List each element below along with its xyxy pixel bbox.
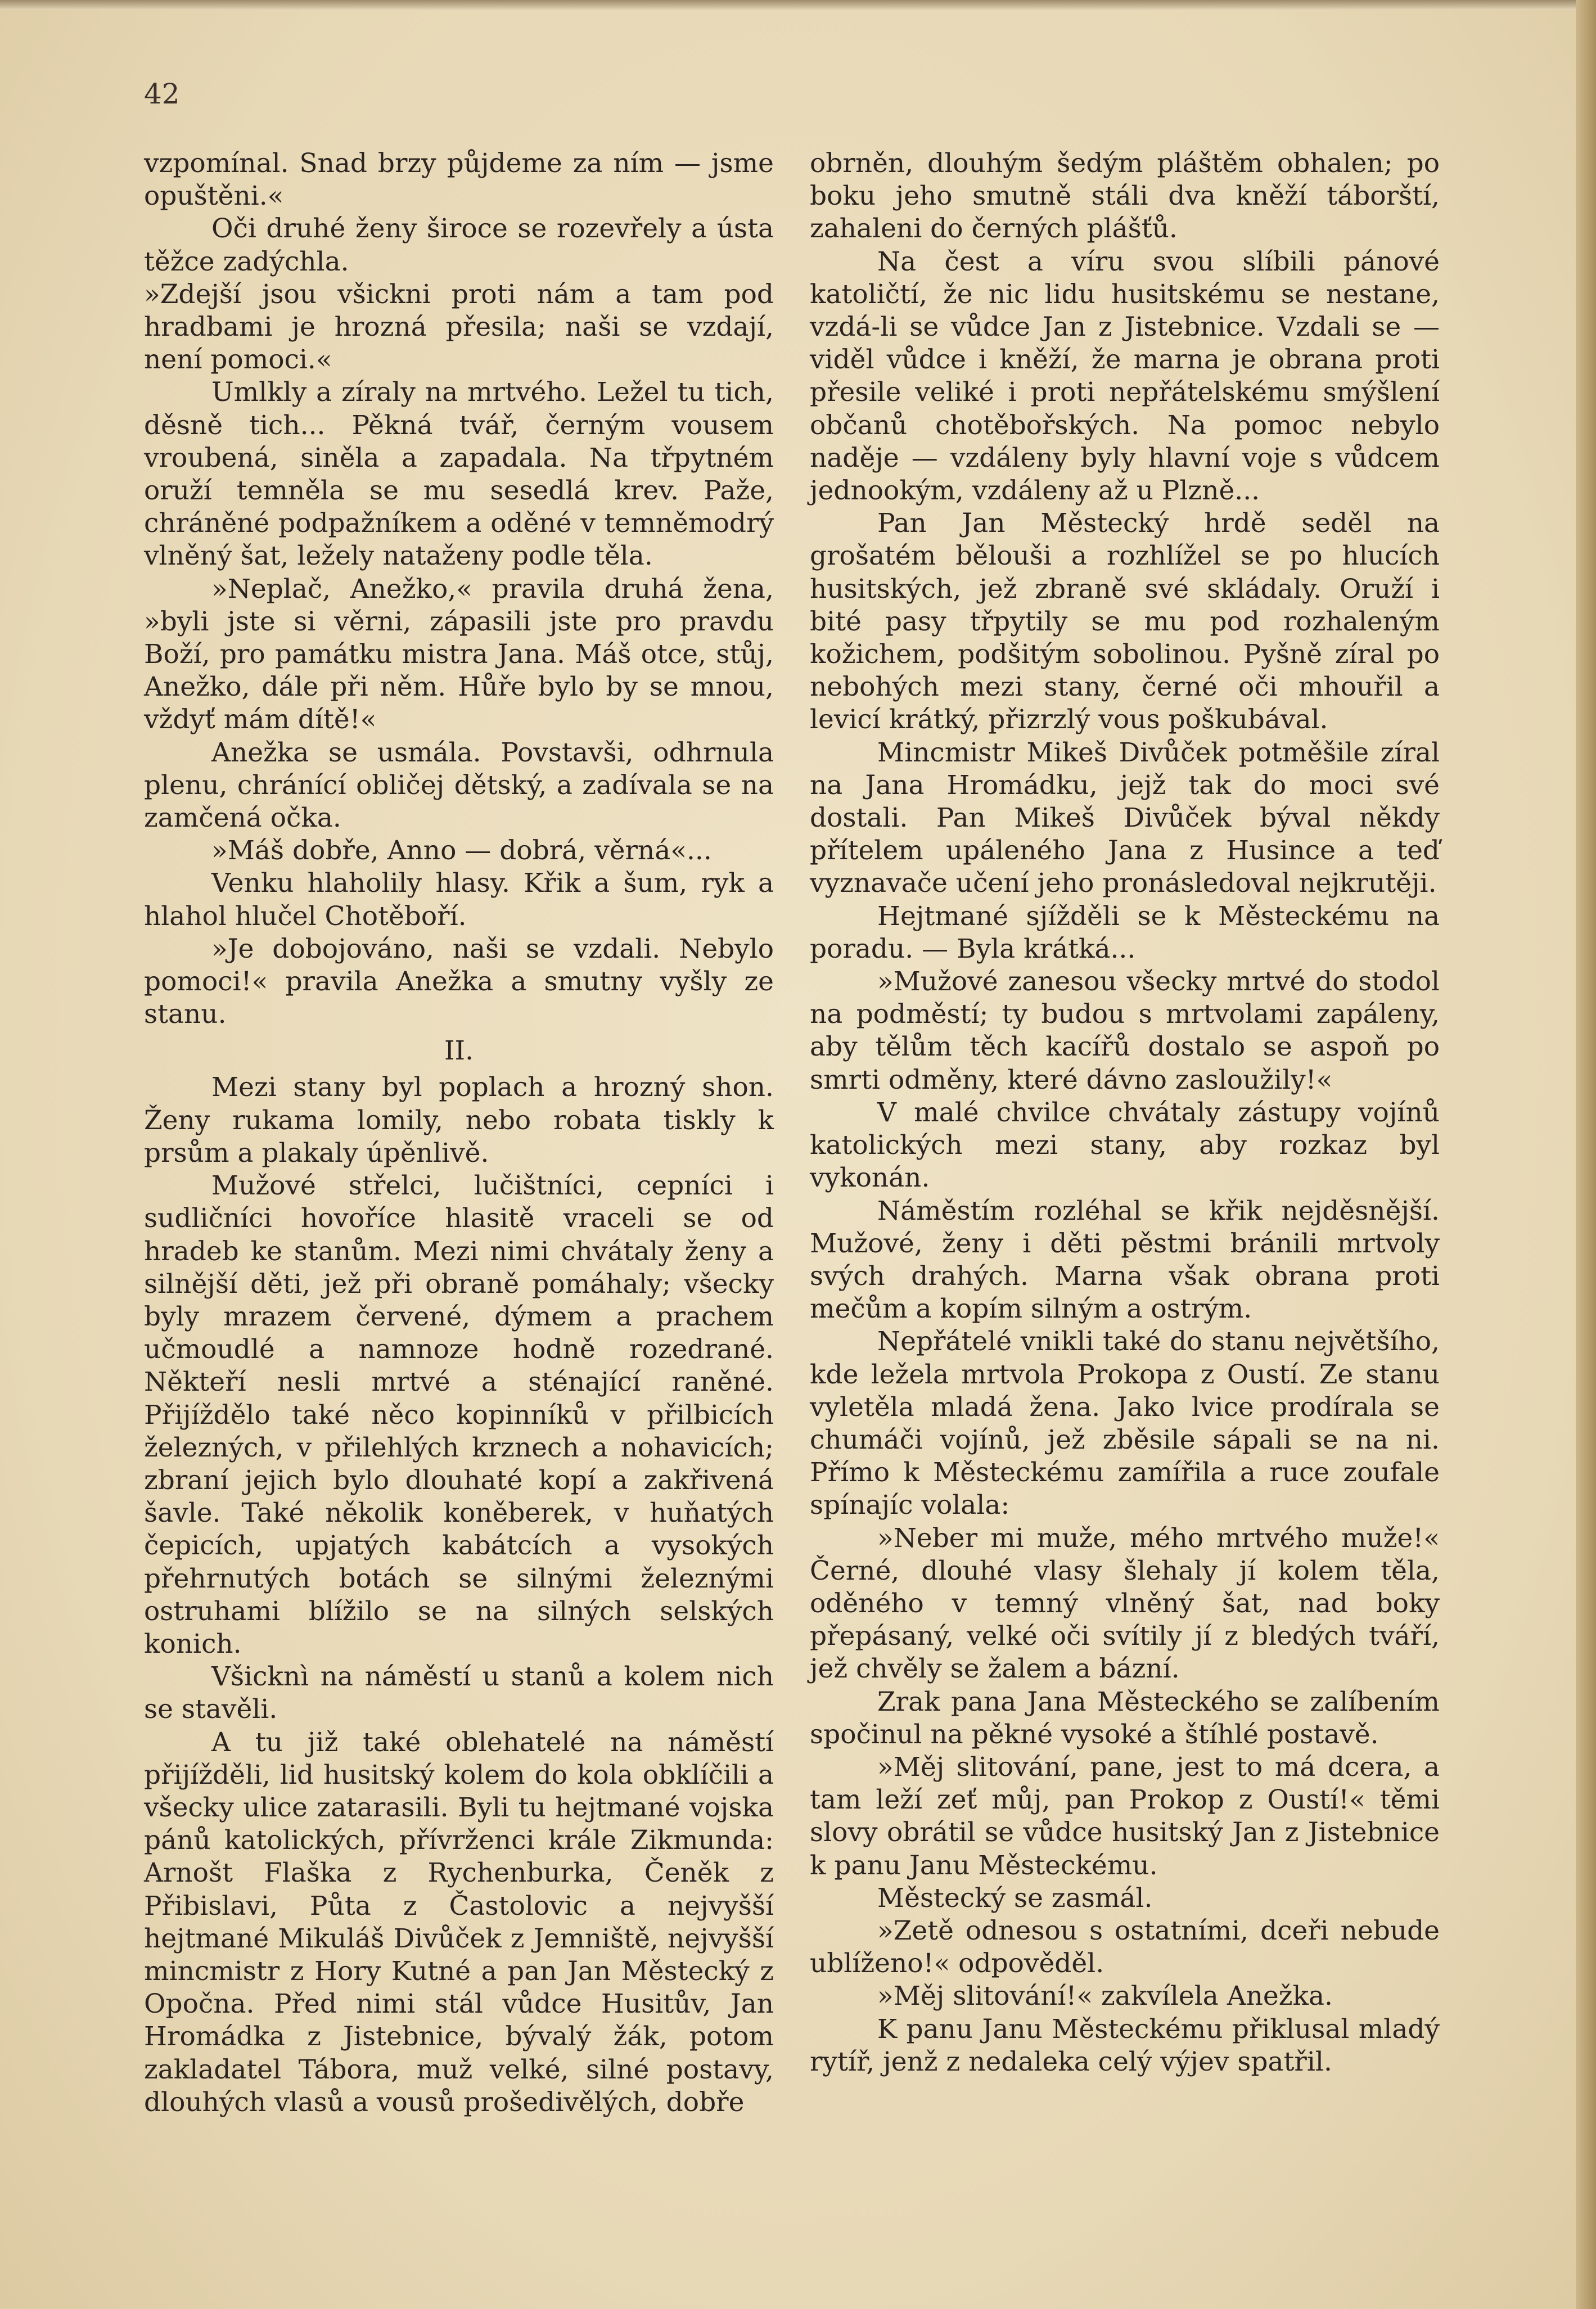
- paragraph: V malé chvilce chvátaly zástupy vojínů katolických mezi stany, aby rozkaz byl vykonán.: [810, 1097, 1440, 1194]
- paragraph: Umlkly a zíraly na mrtvého. Ležel tu tich, děsně tich... Pěkná tvář, černým vousem vroubená, siněla a zapadala. Na třpytném oruží temněla se mu sesedlá krev. Paže, chráněné podpažníkem a oděné v temněmodrý vlněný šat, ležely nataženy podle těla.: [144, 377, 774, 572]
- paragraph: obrněn, dlouhým šedým pláštěm obhalen; po boku jeho smutně stáli dva kněží táborští, zahaleni do černých plášťů.: [810, 148, 1440, 245]
- page-right-edge: [1576, 0, 1596, 2309]
- paragraph: »Neber mi muže, mého mrtvého muže!« Černé, dlouhé vlasy šlehaly jí kolem těla, oděného v temný vlněný šat, nad boky přepásaný, velké oči svítily jí z bledých tváří, jež chvěly se žalem a bázní.: [810, 1522, 1440, 1685]
- paragraph: Oči druhé ženy široce se rozevřely a ústa těžce zadýchla.: [144, 213, 774, 277]
- paragraph: Anežka se usmála. Povstavši, odhrnula plenu, chránící obličej dětský, a zadívala se na zamčená očka.: [144, 737, 774, 834]
- paragraph: Na čest a víru svou slíbili pánové katoličtí, že nic lidu husitskému se nestane, vzdá-li se vůdce Jan z Jistebnice. Vzdali se — viděl vůdce i kněží, že marna je obrana proti přesile veliké i proti nepřátelskému smýšlení občanů chotěbořských. Na pomoc nebylo naděje — vzdáleny byly hlavní voje s vůdcem jednookým, vzdáleny až u Plzně...: [810, 246, 1440, 507]
- paragraph: Všicknì na náměstí u stanů a kolem nich se stavěli.: [144, 1661, 774, 1725]
- paragraph: »Měj slitování, pane, jest to má dcera, a tam leží zeť můj, pan Prokop z Oustí!« těmi slovy obrátil se vůdce husitský Jan z Jistebnice k panu Janu Městeckému.: [810, 1751, 1440, 1881]
- paragraph: Mincmistr Mikeš Divůček potměšile zíral na Jana Hromádku, jejž tak do moci své dostali. Pan Mikeš Divůček býval někdy přítelem upáleného Jana z Husince a teď vyznavače učení jeho pronásledoval nejkrutěji.: [810, 737, 1440, 899]
- paragraph: Mezi stany byl poplach a hrozný shon. Ženy rukama lomily, nebo robata tiskly k prsům a plakaly úpěnlivě.: [144, 1072, 774, 1169]
- section-heading: II.: [444, 1035, 474, 1067]
- page-number: 42: [144, 78, 180, 110]
- paragraph: »Měj slitování!« zakvílela Anežka.: [877, 1981, 1333, 2012]
- page-top-edge: [0, 0, 1596, 10]
- paragraph: Zrak pana Jana Městeckého se zalíbením spočinul na pěkné vysoké a štíhlé postavě.: [810, 1686, 1440, 1750]
- paragraph: Mužové střelci, lučištníci, cepníci i sudličníci hovoříce hlasitě vraceli se od hradeb ke stanům. Mezi nimi chvátaly ženy a silnější děti, jež při obraně pomáhaly; všecky byly mrazem červené, dýmem a prachem učmoudlé a namnoze hodně rozedrané. Někteří nesli mrtvé a sténající raněné. Přijíždělo také něco kopinníků v přilbicích železných, v přilehlých krznech a nohavicích; zbraní jejich bylo dlouhaté kopí a zakřivená šavle. Také několik koněberek, v huňatých čepicích, upjatých kabátcích a vysokých přehrnutých botách se silnými železnými ostruhami blížilo se na silných selských konich.: [144, 1170, 774, 1659]
- paragraph: »Máš dobře, Anno — dobrá, věrná«...: [211, 835, 712, 867]
- paragraph: »Zetě odnesou s ostatními, dceři nebude ublíženo!« odpověděl.: [810, 1915, 1440, 1979]
- paragraph: A tu již také oblehatelé na náměstí přijížděli, lid husitský kolem do kola obklíčili a všecky ulice zatarasili. Byli tu hejtmané vojska pánů katolických, přívrženci krále Zikmunda: Arnošt Flaška z Rychenburka, Čeněk z Přibislavi, Půta z Častolovic a nejvyšší hejtmané Mikuláš Divůček z Jemniště, nejvyšší mincmistr z Hory Kutné a pan Jan Městecký z Opočna. Před nimi stál vůdce Husitův, Jan Hromádka z Jistebnice, bývalý žák, potom zakladatel Tábora, muž velké, silné postavy, dlouhých vlasů a vousů prošedivělých, dobře: [144, 1726, 774, 2118]
- paragraph: Náměstím rozléhal se křik nejděsnější. Mužové, ženy i děti pěstmi bránili mrtvoly svých drahých. Marna však obrana proti mečům a kopím silným a ostrým.: [810, 1195, 1440, 1325]
- paragraph: vzpomínal. Snad brzy půjdeme za ním — jsme opuštěni.«: [144, 148, 774, 212]
- paragraph: »Zdejší jsou všickni proti nám a tam pod hradbami je hrozná přesila; naši se vzdají, není pomoci.«: [144, 278, 774, 376]
- paragraph: K panu Janu Městeckému přiklusal mladý rytíř, jenž z nedaleka celý výjev spatřil.: [810, 2013, 1440, 2077]
- paragraph: Pan Jan Městecký hrdě seděl na grošatém bělouši a rozhlížel se po hlucích husitských, jež zbraně své skládaly. Oruží i bité pasy třpytily se mu pod rozhaleným kožichem, podšitým sobolinou. Pyšně zíral po nebohých mezi stany, černé oči mhouřil a levicí krátký, přizrzlý vous poškubával.: [810, 508, 1440, 736]
- paragraph: Hejtmané sjížděli se k Městeckému na poradu. — Byla krátká...: [810, 900, 1440, 964]
- paragraph: Venku hlaholily hlasy. Křik a šum, ryk a hlahol hlučel Chotěboří.: [144, 868, 774, 932]
- paragraph: »Je dobojováno, naši se vzdali. Nebylo pomoci!« pravila Anežka a smutny vyšly ze stanu.: [144, 933, 774, 1030]
- paragraph: »Mužové zanesou všecky mrtvé do stodol na podměstí; ty budou s mrtvolami zapáleny, aby tělům těch kacířů dostalo se aspoň po smrti odměny, které dávno zasloužily!«: [810, 966, 1440, 1095]
- paragraph: Městecký se zasmál.: [877, 1882, 1153, 1914]
- paragraph: Nepřátelé vnikli také do stanu největšího, kde ležela mrtvola Prokopa z Oustí. Ze stanu vyletěla mladá žena. Jako lvice prodírala se chumáči vojínů, jež zběsile sápali se na ni. Přímo k Městeckému zamířila a ruce zoufale spínajíc volala:: [810, 1326, 1440, 1521]
- paragraph: »Neplač, Anežko,« pravila druhá žena, »byli jste si věrni, zápasili jste pro pravdu Boží, pro památku mistra Jana. Máš otce, stůj, Anežko, dále při něm. Hůře bylo by se mnou, vždyť mám dítě!«: [144, 573, 774, 736]
- right-text-column: [810, 147, 1440, 2078]
- left-text-column: [144, 147, 774, 2119]
